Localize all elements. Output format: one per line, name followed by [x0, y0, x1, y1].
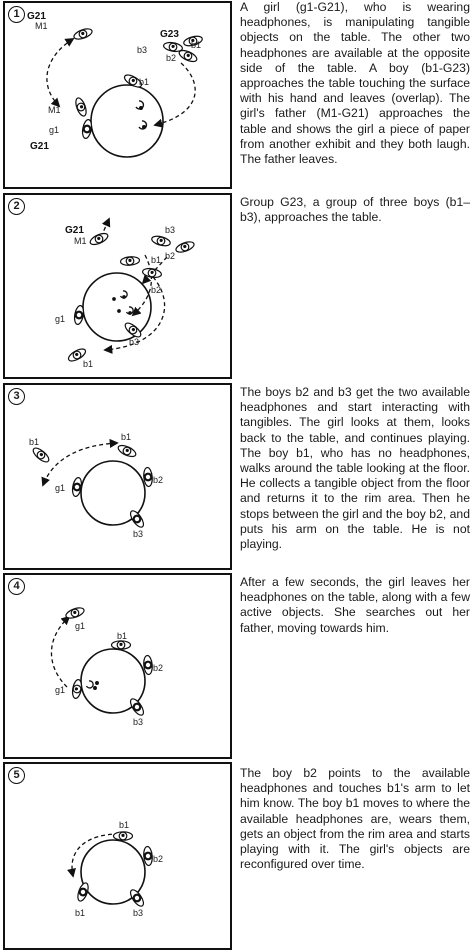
label-g1: g1: [55, 483, 66, 493]
scene-caption-1: A girl (g1-G21), who is wearing headphones, is manipulating tangible objects on the table. The other two headphones are available at the opposite side of the table. A boy (b1-G23) approaches the table touching the surface with his hand and leaves (overlap). The girl's father (M1-G21) approaches the table and shows the girl a piece of paper from another exhibit and they both laugh. The father leaves.: [240, 0, 470, 167]
label-g21: G21: [65, 225, 84, 236]
label-m1: M1: [74, 236, 87, 246]
label-b3: b3: [133, 908, 144, 918]
table-circle: [83, 273, 151, 341]
label-g21-top: G21: [27, 11, 46, 22]
scene-caption-4: After a few seconds, the girl leaves her headphones on the table, along with a few active objects. She searches out her father, moving towards him.: [240, 575, 470, 635]
person-b1-top: [114, 832, 133, 840]
label-g21-bottom: G21: [30, 141, 49, 152]
scene-diagram-2: [5, 195, 230, 377]
scene-diagram-5: [5, 764, 230, 948]
table-circle: [91, 85, 163, 157]
label-g1-top: g1: [75, 621, 86, 631]
label-g1: g1: [55, 685, 66, 695]
label-b1: b1: [117, 631, 128, 641]
person-b3-top: [151, 234, 172, 247]
scene-diagram-3: [5, 385, 230, 568]
label-b3: b3: [165, 225, 176, 235]
label-b2: b2: [153, 475, 164, 485]
scene-diagram-1: [5, 3, 230, 187]
person-b1-right: [178, 48, 199, 64]
person-g1: [73, 305, 85, 325]
path-father-arrival: [47, 39, 73, 106]
scene-number-badge: 3: [8, 388, 25, 405]
label-b2: b2: [166, 53, 177, 63]
scene-number-badge: 4: [8, 578, 25, 595]
scene-diagram-4: [5, 575, 230, 757]
scene-panel-5: [3, 762, 232, 950]
label-b3-table: b3: [129, 337, 140, 347]
person-m1-left: [74, 97, 88, 118]
label-b1-left: b1: [29, 437, 40, 447]
label-g1: g1: [55, 314, 66, 324]
label-b1: b1: [75, 908, 86, 918]
person-g1-top: [65, 606, 86, 620]
label-b3: b3: [133, 529, 144, 539]
label-b3: b3: [133, 717, 144, 727]
person-m1: [89, 231, 110, 247]
label-b2: b2: [153, 854, 164, 864]
path-girl-leaves: [51, 617, 69, 687]
label-m1-left: M1: [48, 105, 61, 115]
label-b2: b2: [153, 663, 164, 673]
person-b1: [112, 641, 131, 649]
person-g1: [71, 679, 83, 699]
label-b1-top: b1: [119, 820, 130, 830]
label-b1-table: b1: [139, 77, 150, 87]
scene-panel-1: [3, 1, 232, 189]
label-m1-top: M1: [35, 21, 48, 31]
person-b1-top: [120, 256, 140, 266]
label-b2-table: b2: [151, 285, 162, 295]
scene-number-badge: 5: [8, 767, 25, 784]
person-m1-top: [73, 27, 94, 41]
scene-number-badge: 1: [8, 6, 25, 23]
person-b1-top: [117, 443, 138, 459]
person-b1-left: [31, 446, 51, 465]
label-b2: b2: [165, 251, 176, 261]
scene-panel-4: [3, 573, 232, 759]
scene-panel-3: [3, 383, 232, 570]
scene-number-badge: 2: [8, 198, 25, 215]
scene-panel-2: [3, 193, 232, 379]
label-b1-top: b1: [121, 432, 132, 442]
label-b1-bottom: b1: [83, 359, 94, 369]
label-b3: b3: [137, 45, 148, 55]
label-b1-top: b1: [151, 255, 162, 265]
scene-caption-5: The boy b2 points to the available headphones and touches b1's arm to let him know. The boy b1 moves to where the available headphones are, wears them, gets an object from the rim area and starts playing with it. The girl's objects are reconfigured over time.: [240, 766, 470, 872]
label-b1-right: b1: [191, 40, 202, 50]
scene-caption-2: Group G23, a group of three boys (b1–b3), approaches the table.: [240, 195, 470, 225]
label-g23: G23: [160, 29, 179, 40]
person-b2-top: [175, 240, 196, 254]
person-g1: [81, 119, 93, 139]
label-g1: g1: [49, 125, 60, 135]
person-b2-table: [142, 267, 162, 279]
scene-caption-3: The boys b2 and b3 get the two available headphones and start interacting with tangibles. The girl looks at them, looks back to the table, and continues playing. The boy b1, who has no headphones, walks around the table looking at the floor. He collects a tangible object from the floor and returns it to the rim area. Then he stops between the girl and the boy b2, and puts his arm on the table. He is not playing.: [240, 385, 470, 552]
